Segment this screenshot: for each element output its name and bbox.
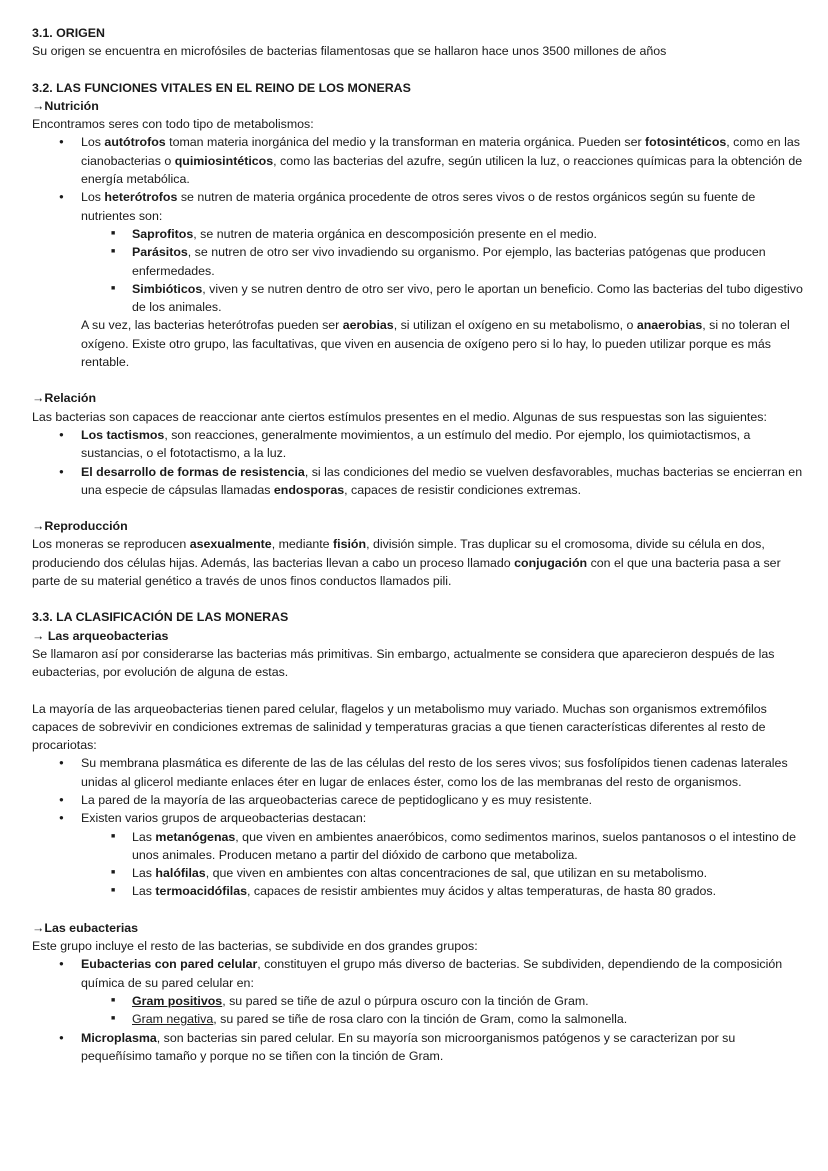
sublist-item-halofilas: ■ Las halófilas, que viven en ambientes con altas concentraciones de sal, que utilizan en su metabolismo. — [32, 864, 804, 882]
nutricion-heading: →Nutrición — [32, 98, 99, 113]
nutricion-list — [32, 133, 804, 224]
aerobias-paragraph: A su vez, las bacterias heterótrofas pueden ser aerobias, si utilizan el oxígeno en su metabolismo, o anaerobias, si no toleran el oxígeno. Existe otro grupo, las facultativas, que viven en ausencia de oxígeno pero si lo hay, lo pueden utilizar porque es más rentable. — [81, 318, 790, 370]
arqueobacterias-list — [32, 754, 804, 827]
section-origen-text: Su origen se encuentra en microfósiles de bacterias filamentosas que se hallaron hace unos 3500 millones de años — [32, 44, 667, 59]
sublist-item-simbioticos: ■ Simbióticos, viven y se nutren dentro de otro ser vivo, pero le aportan un beneficio. Como las bacterias del tubo digestivo de los animales. — [32, 280, 804, 317]
list-item-tactismos: ● Los tactismos, son reacciones, generalmente movimientos, a un estímulo del medio. Por ejemplo, los quimiotactismos, a sustancias, o el fototactismo, a la luz. — [32, 426, 804, 463]
section-funciones-title: 3.2. LAS FUNCIONES VITALES EN EL REINO DE LOS MONERAS — [32, 80, 411, 95]
sublist-item-termoacidofilas: ■ Las termoacidófilas, capaces de resistir ambientes muy ácidos y altas temperaturas, de hasta 80 grados. — [32, 882, 804, 900]
arqueobacterias-p1: Se llamaron así por considerarse las bacterias más primitivas. Sin embargo, actualmente se considera que aparecieron después de las eubacterias, por evolución de alguna de estas. — [32, 646, 775, 680]
eubacterias-list — [32, 955, 804, 992]
sublist-item-gram-negativa: ■ Gram negativa, su pared se tiñe de rosa claro con la tinción de Gram, como la salmonella. — [32, 1010, 804, 1028]
list-item-resistencia: ● El desarrollo de formas de resistencia, si las condiciones del medio se vuelven desfavorables, muchas bacterias se encierran en una especie de cápsulas llamadas endosporas, capaces de resistir condiciones extremas. — [32, 463, 804, 500]
list-item-microplasma: ● Microplasma, son bacterias sin pared celular. En su mayoría son microorganismos patógenos y se caracterizan por su pequeñísimo tamaño y porque no se tiñen con la tinción de Gram. — [32, 1029, 804, 1066]
list-item-heterotrofos: ● Los heterótrofos se nutren de materia orgánica procedente de otros seres vivos o de restos orgánicos según su fuente de nutrientes son: — [32, 188, 804, 225]
list-item-membrana: ● Su membrana plasmática es diferente de las de las células del resto de los seres vivos; sus fosfolípidos tienen cadenas laterales unidas al glicerol mediante enlaces éter en lugar de enlaces éster, como los de las membranas del resto de organismos. — [32, 754, 804, 791]
list-item-grupos: ● Existen varios grupos de arqueobacterias destacan: — [32, 809, 804, 827]
sublist-item-parasitos: ■ Parásitos, se nutren de otro ser vivo invadiendo su organismo. Por ejemplo, las bacterias patógenas que producen enfermedades. — [32, 243, 804, 280]
gram-sublist — [32, 992, 804, 1029]
list-item-pared-celular: ● Eubacterias con pared celular, constituyen el grupo más diverso de bacterias. Se subdividen, dependiendo de la composición química de su pared celular en: — [32, 955, 804, 992]
sublist-item-metanogenas: ■ Las metanógenas, que viven en ambientes anaeróbicos, como sedimentos marinos, suelos pantanosos o el intestino de unos animales. Producen metano a partir del dióxido de carbono que metaboliza. — [32, 828, 804, 865]
section-clasificacion-title: 3.3. LA CLASIFICACIÓN DE LAS MONERAS — [32, 610, 289, 625]
arqueobacterias-p2: La mayoría de las arqueobacterias tienen pared celular, flagelos y un metabolismo muy variado. Muchas son organismos extremófilos capaces de sobrevivir en condiciones extremas de salinidad y temperaturas gracias a que tienen características diferentes al resto de procariotas: — [32, 701, 767, 753]
reproduccion-heading: →Reproducción — [32, 519, 128, 534]
arqueobacterias-heading: → Las arqueobacterias — [32, 628, 169, 643]
eubacterias-intro: Este grupo incluye el resto de las bacterias, se subdivide en dos grandes grupos: — [32, 939, 478, 954]
sublist-item-saprofitos: ■ Saprofitos, se nutren de materia orgánica en descomposición presente en el medio. — [32, 225, 804, 243]
list-item-autotrofos: ● Los autótrofos toman materia inorgánica del medio y la transforman en materia orgánica. Pueden ser fotosintéticos, como en las cianobacterias o quimiosintéticos, como las bacterias del azufre, según utilicen la luz, o reacciones químicas para la obtención de energía metabólica. — [32, 133, 804, 188]
nutricion-intro: Encontramos seres con todo tipo de metabolismos: — [32, 117, 314, 132]
eubacterias-list-2 — [32, 1029, 804, 1066]
arqueobacterias-sublist — [32, 828, 804, 901]
relacion-heading: →Relación — [32, 391, 97, 406]
sublist-item-gram-positivos: ■ Gram positivos, su pared se tiñe de azul o púrpura oscuro con la tinción de Gram. — [32, 992, 804, 1010]
list-item-pared: ● La pared de la mayoría de las arqueobacterias carece de peptidoglicano y es muy resistente. — [32, 791, 804, 809]
reproduccion-text: Los moneras se reproducen asexualmente, mediante fisión, división simple. Tras duplicar su el cromosoma, divide su célula en dos, produciendo dos células hijas. Además, las bacterias llevan a cabo un proceso llamado conjugación con el que una bacteria pasa a ser parte de su material genético a través de unos finos conductos llamados pili. — [32, 537, 781, 589]
relacion-list — [32, 426, 804, 499]
eubacterias-heading: →Las eubacterias — [32, 920, 139, 935]
heterotrofos-sublist — [32, 225, 804, 316]
section-origen-title: 3.1. ORIGEN — [32, 26, 105, 40]
relacion-intro: Las bacterias son capaces de reaccionar ante ciertos estímulos presentes en el medio. Algunas de sus respuestas son las siguientes: — [32, 409, 767, 424]
